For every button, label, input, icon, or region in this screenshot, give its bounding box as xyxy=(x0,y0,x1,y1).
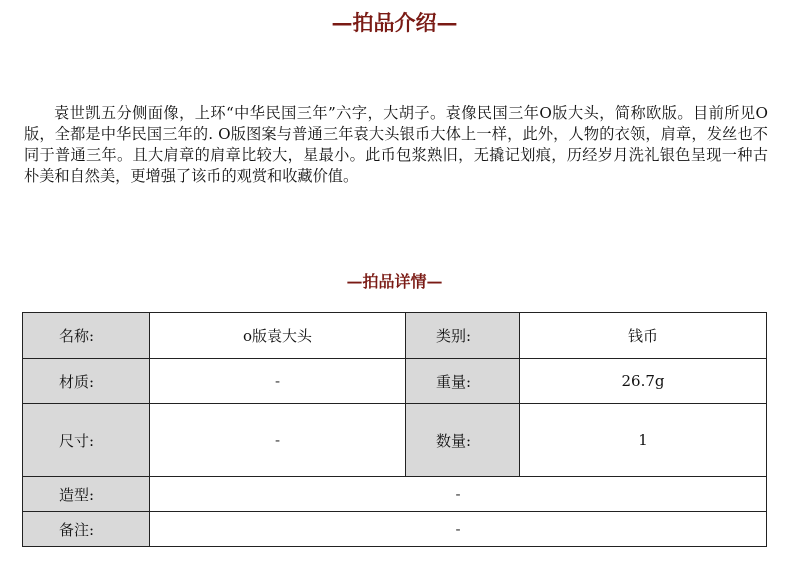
table-row xyxy=(23,359,767,404)
category-label: 类别: xyxy=(406,313,520,359)
lot-details-heading: —拍品详情— xyxy=(346,272,443,291)
shape-value: - xyxy=(150,477,767,512)
quantity-label: 数量: xyxy=(406,404,520,477)
material-label: 材质: xyxy=(23,359,150,404)
shape-label: 造型: xyxy=(23,477,150,512)
table-row xyxy=(23,477,767,512)
lot-details-table xyxy=(22,312,767,547)
name-label: 名称: xyxy=(23,313,150,359)
weight-value: 26.7g xyxy=(520,359,767,404)
table-row xyxy=(23,404,767,477)
weight-label: 重量: xyxy=(406,359,520,404)
size-label: 尺寸: xyxy=(23,404,150,477)
material-value: - xyxy=(150,359,406,404)
table-row xyxy=(23,313,767,359)
quantity-value: 1 xyxy=(520,404,767,477)
remarks-value: - xyxy=(150,512,767,547)
lot-introduction-text: 袁世凯五分侧面像，上环“中华民国三年”六字，大胡子。袁像民国三年O版大头，简称欧版。目前所见O版，全都是中华民国三年的. O版图案与普通三年袁大头银币大体上一样，此外，人物的衣领，肩章，发丝也不同于普通三年。且大肩章的肩章比较大，星最小。此币包浆熟旧，无撬记划痕，历经岁月洗礼银色呈现一种古朴美和自然美，更增强了该币的观赏和收藏价值。 xyxy=(24,104,768,185)
table-row xyxy=(23,512,767,547)
size-value: - xyxy=(150,404,406,477)
remarks-label: 备注: xyxy=(23,512,150,547)
category-value: 钱币 xyxy=(520,313,767,359)
name-value: o版袁大头 xyxy=(150,313,406,359)
lot-introduction-heading: —拍品介绍— xyxy=(331,10,458,35)
